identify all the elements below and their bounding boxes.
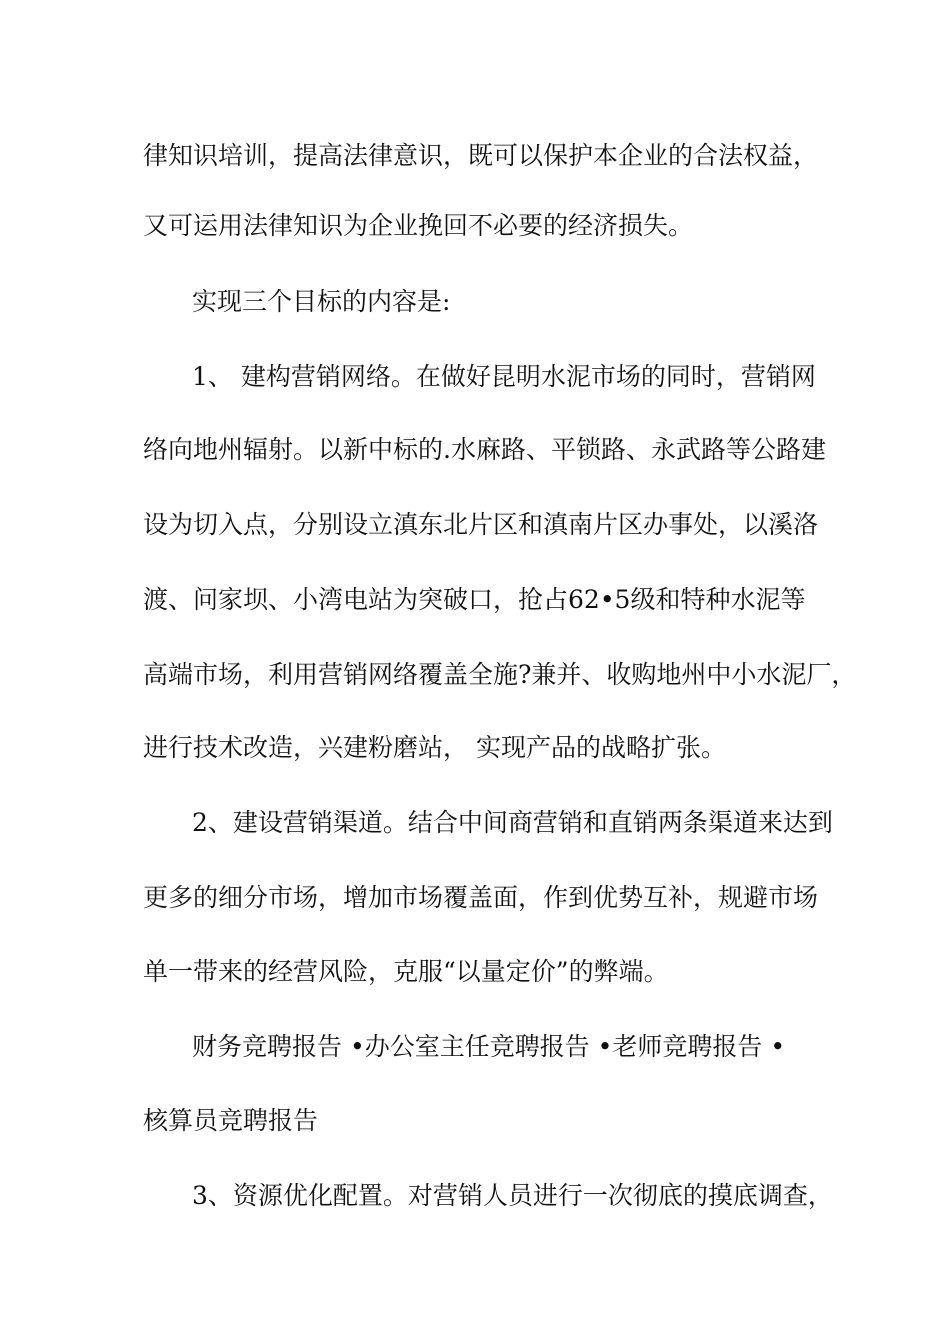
text-line-12: 单一带来的经营风险，克服“以量定价”的弊端。: [143, 957, 669, 986]
text-line-1: 律知识培训，提高法律意识，既可以保护本企业的合法权益，: [143, 141, 819, 170]
text-line-6: 设为切入点，分别设立滇东北片区和滇南片区办事处，以溪洛: [143, 510, 819, 539]
text-line-15: 3、资源优化配置。对营销人员进行一次彻底的摸底调查，: [192, 1181, 833, 1210]
text-line-4: 1、 建构营销网络。在做好昆明水泥市场的同时，营销网: [192, 362, 816, 391]
text-line-5: 络向地州辐射。以新中标的.水麻路、平锁路、永武路等公路建: [143, 435, 826, 464]
text-line-8: 高端市场，利用营销网络覆盖全施?兼并、收购地州中小水泥厂，: [143, 660, 857, 689]
text-line-13: 财务竞聘报告 •办公室主任竞聘报告 •老师竞聘报告 •: [192, 1032, 786, 1061]
text-line-11: 更多的细分市场，增加市场覆盖面，作到优势互补，规避市场: [143, 883, 819, 912]
text-line-10: 2、建设营销渠道。结合中间商营销和直销两条渠道来达到: [192, 808, 833, 837]
text-line-9: 进行技术改造，兴建粉磨站， 实现产品的战略扩张。: [143, 733, 726, 762]
text-line-2: 又可运用法律知识为企业挽回不必要的经济损失。: [143, 211, 694, 240]
text-line-14: 核算员竞聘报告: [143, 1106, 319, 1135]
text-line-7: 渡、问家坝、小湾电站为突破口，抢占62•5级和特种水泥等: [143, 585, 806, 614]
text-line-3: 实现三个目标的内容是:: [192, 287, 451, 316]
